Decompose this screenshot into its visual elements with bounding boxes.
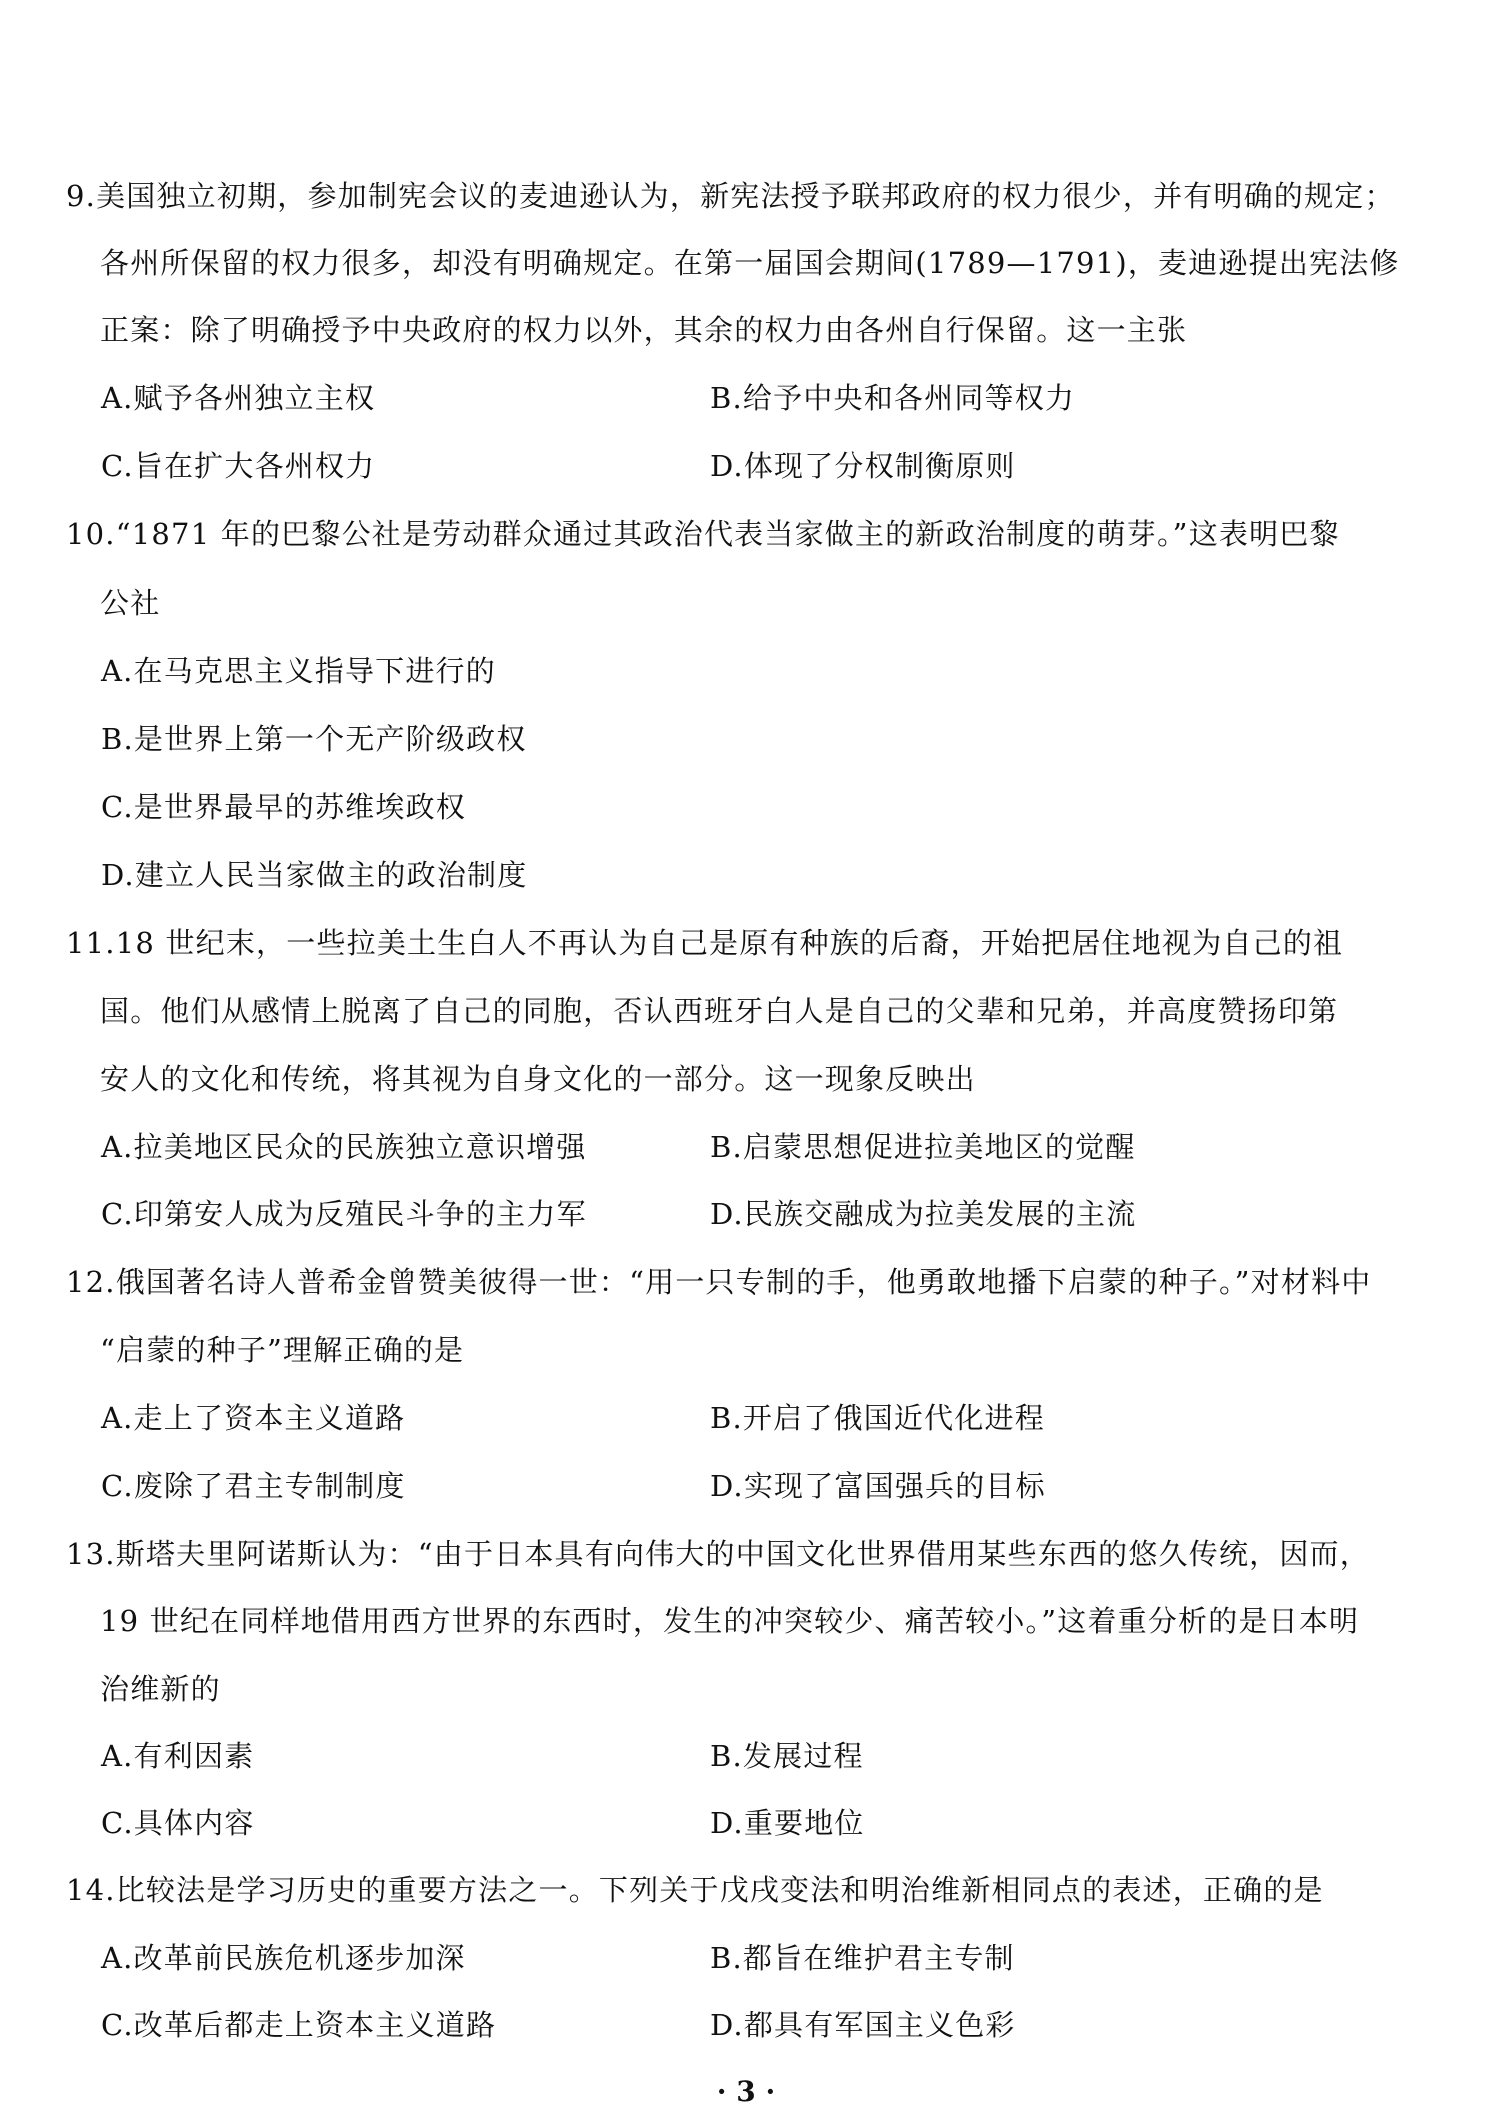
q10-option-a: A.在马克思主义指导下进行的	[101, 654, 496, 688]
q14-option-d: D.都具有军国主义色彩	[710, 2008, 1016, 2042]
q9-stem-line-2: 各州所保留的权力很多，却没有明确规定。在第一届国会期间(1789—1791)，麦迪逊提出宪法修	[100, 246, 1400, 280]
q13-option-c: C.具体内容	[101, 1806, 255, 1840]
q11-option-a: A.拉美地区民众的民族独立意识增强	[101, 1130, 587, 1164]
q11-option-b: B.启蒙思想促进拉美地区的觉醒	[710, 1130, 1136, 1164]
q14-option-c: C.改革后都走上资本主义道路	[101, 2008, 497, 2042]
q12-option-c: C.废除了君主专制制度	[101, 1469, 406, 1503]
q12-stem-line-2: “启蒙的种子”理解正确的是	[100, 1333, 465, 1367]
q10-option-c: C.是世界最早的苏维埃政权	[101, 790, 466, 824]
q13-stem-line-3: 治维新的	[100, 1672, 221, 1706]
q11-stem-line-1: 11.18 世纪末，一些拉美土生白人不再认为自己是原有种族的后裔，开始把居住地视为自己的祖	[66, 926, 1344, 960]
q14-option-a: A.改革前民族危机逐步加深	[101, 1941, 466, 1975]
q13-option-b: B.发展过程	[710, 1739, 864, 1773]
q14-stem-line-1: 14.比较法是学习历史的重要方法之一。下列关于戊戌变法和明治维新相同点的表述，正确的是	[66, 1873, 1324, 1907]
q9-option-a: A.赋予各州独立主权	[101, 381, 376, 415]
q9-option-c: C.旨在扩大各州权力	[101, 449, 376, 483]
q10-option-b: B.是世界上第一个无产阶级政权	[101, 722, 527, 756]
q12-option-d: D.实现了富国强兵的目标	[710, 1469, 1046, 1503]
q10-stem-line-1: 10.“1871 年的巴黎公社是劳动群众通过其政治代表当家做主的新政治制度的萌芽。”这表明巴黎	[66, 517, 1340, 551]
q10-stem-line-2: 公社	[100, 586, 161, 620]
q9-option-b: B.给予中央和各州同等权力	[710, 381, 1076, 415]
q13-option-d: D.重要地位	[710, 1806, 865, 1840]
q9-stem-line-3: 正案：除了明确授予中央政府的权力以外，其余的权力由各州自行保留。这一主张	[100, 313, 1188, 347]
q11-option-c: C.印第安人成为反殖民斗争的主力军	[101, 1197, 587, 1231]
q13-stem-line-2: 19 世纪在同样地借用西方世界的东西时，发生的冲突较少、痛苦较小。”这着重分析的是日本明	[100, 1604, 1360, 1638]
q9-stem-line-1: 9.美国独立初期，参加制宪会议的麦迪逊认为，新宪法授予联邦政府的权力很少，并有明确的规定；	[66, 179, 1395, 213]
q10-option-d: D.建立人民当家做主的政治制度	[101, 858, 528, 892]
q11-stem-line-3: 安人的文化和传统，将其视为自身文化的一部分。这一现象反映出	[100, 1062, 976, 1096]
q12-stem-line-1: 12.俄国著名诗人普希金曾赞美彼得一世：“用一只专制的手，他勇敢地播下启蒙的种子。”对材料中	[66, 1265, 1372, 1299]
q9-option-d: D.体现了分权制衡原则	[710, 449, 1016, 483]
q13-stem-line-1: 13.斯塔夫里阿诺斯认为：“由于日本具有向伟大的中国文化世界借用某些东西的悠久传统，因而，	[66, 1537, 1370, 1571]
page-number: · 3 ·	[716, 2075, 776, 2108]
q11-option-d: D.民族交融成为拉美发展的主流	[710, 1197, 1137, 1231]
q13-option-a: A.有利因素	[101, 1739, 255, 1773]
q12-option-a: A.走上了资本主义道路	[101, 1401, 406, 1435]
q14-option-b: B.都旨在维护君主专制	[710, 1941, 1015, 1975]
q11-stem-line-2: 国。他们从感情上脱离了自己的同胞，否认西班牙白人是自己的父辈和兄弟，并高度赞扬印第	[100, 994, 1339, 1028]
q12-option-b: B.开启了俄国近代化进程	[710, 1401, 1045, 1435]
